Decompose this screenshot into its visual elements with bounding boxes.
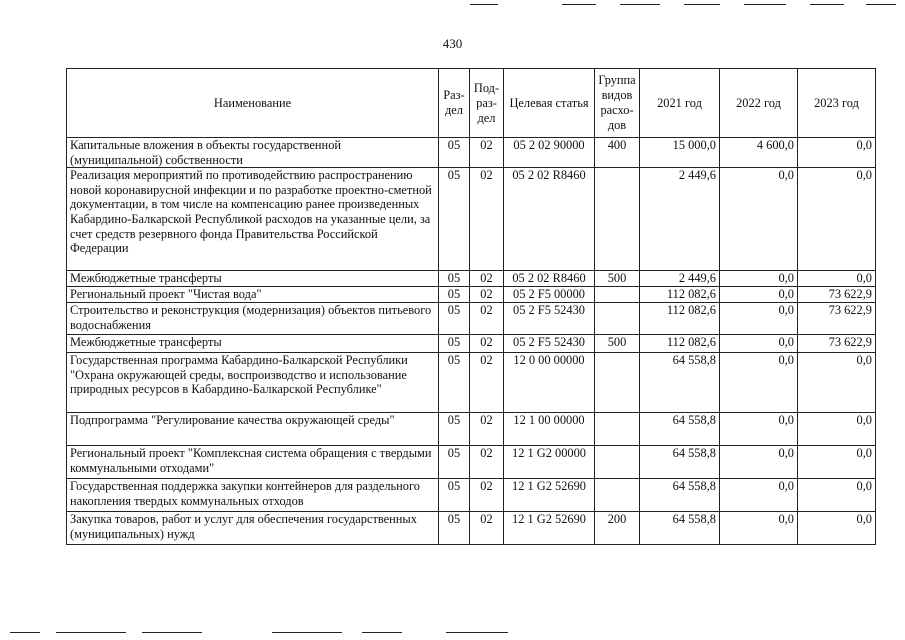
row-value-2022: 0,0 — [720, 168, 798, 271]
row-podrazdel: 02 — [470, 512, 504, 545]
scan-line-top-4 — [684, 4, 720, 5]
row-podrazdel: 02 — [470, 138, 504, 168]
row-target: 05 2 02 90000 — [504, 138, 595, 168]
row-podrazdel: 02 — [470, 303, 504, 335]
scan-line-top-7 — [866, 4, 896, 5]
row-group: 200 — [595, 512, 640, 545]
row-target: 12 0 00 00000 — [504, 353, 595, 413]
budget-table — [66, 68, 876, 545]
row-value-2021: 64 558,8 — [640, 479, 720, 512]
row-value-2023: 73 622,9 — [798, 335, 876, 353]
scan-line-bottom-3 — [142, 632, 202, 633]
row-value-2023: 0,0 — [798, 138, 876, 168]
row-group: 500 — [595, 335, 640, 353]
row-podrazdel: 02 — [470, 446, 504, 479]
row-razdel: 05 — [439, 138, 470, 168]
row-value-2023: 0,0 — [798, 446, 876, 479]
scan-line-top-5 — [744, 4, 786, 5]
row-name: Межбюджетные трансферты — [67, 335, 439, 353]
row-podrazdel: 02 — [470, 413, 504, 446]
table-row — [67, 353, 876, 413]
row-value-2022: 4 600,0 — [720, 138, 798, 168]
row-podrazdel: 02 — [470, 271, 504, 287]
row-group — [595, 479, 640, 512]
table-header-row — [67, 69, 876, 138]
row-value-2021: 64 558,8 — [640, 512, 720, 545]
scan-line-top-6 — [810, 4, 844, 5]
row-podrazdel: 02 — [470, 335, 504, 353]
row-value-2022: 0,0 — [720, 446, 798, 479]
row-value-2023: 0,0 — [798, 271, 876, 287]
table-row — [67, 446, 876, 479]
row-name: Капитальные вложения в объекты государственной (муниципальной) собственности — [67, 138, 439, 168]
row-razdel: 05 — [439, 168, 470, 271]
row-name: Региональный проект "Чистая вода" — [67, 287, 439, 303]
row-group — [595, 303, 640, 335]
row-value-2023: 0,0 — [798, 413, 876, 446]
table-row — [67, 168, 876, 271]
row-value-2022: 0,0 — [720, 287, 798, 303]
header-podrazdel: Под-раз-дел — [470, 69, 504, 138]
row-value-2021: 64 558,8 — [640, 353, 720, 413]
header-group: Группа видов расхо-дов — [595, 69, 640, 138]
header-2022: 2022 год — [720, 69, 798, 138]
page-number: 430 — [442, 36, 463, 51]
row-podrazdel: 02 — [470, 287, 504, 303]
row-target: 12 1 00 00000 — [504, 413, 595, 446]
row-razdel: 05 — [439, 271, 470, 287]
scan-line-bottom-6 — [446, 632, 508, 633]
row-value-2023: 0,0 — [798, 479, 876, 512]
row-name: Строительство и реконструкция (модернизация) объектов питьевого водоснабжения — [67, 303, 439, 335]
row-group — [595, 353, 640, 413]
row-name: Региональный проект "Комплексная система обращения с твердыми коммунальными отходами" — [67, 446, 439, 479]
row-value-2023: 0,0 — [798, 512, 876, 545]
row-value-2021: 15 000,0 — [640, 138, 720, 168]
row-value-2021: 112 082,6 — [640, 287, 720, 303]
row-name: Государственная программа Кабардино-Балкарской Республики "Охрана окружающей среды, воспроизводство и использование природных ресурсов в Кабардино-Балкарской Республике" — [67, 353, 439, 413]
table-row — [67, 271, 876, 287]
row-group: 400 — [595, 138, 640, 168]
scan-line-top-2 — [562, 4, 596, 5]
row-target: 05 2 02 R8460 — [504, 168, 595, 271]
row-group — [595, 446, 640, 479]
row-target: 12 1 G2 52690 — [504, 512, 595, 545]
row-value-2021: 64 558,8 — [640, 413, 720, 446]
row-value-2021: 2 449,6 — [640, 168, 720, 271]
scan-line-bottom-4 — [272, 632, 342, 633]
row-name: Закупка товаров, работ и услуг для обеспечения государственных (муниципальных) нужд — [67, 512, 439, 545]
scan-line-bottom-2 — [56, 632, 126, 633]
header-2023: 2023 год — [798, 69, 876, 138]
row-razdel: 05 — [439, 512, 470, 545]
row-value-2022: 0,0 — [720, 479, 798, 512]
row-target: 05 2 02 R8460 — [504, 271, 595, 287]
scan-line-bottom-5 — [362, 632, 402, 633]
table-row — [67, 303, 876, 335]
header-razdel: Раз-дел — [439, 69, 470, 138]
row-razdel: 05 — [439, 303, 470, 335]
row-name: Межбюджетные трансферты — [67, 271, 439, 287]
table-row — [67, 138, 876, 168]
row-value-2022: 0,0 — [720, 303, 798, 335]
row-target: 12 1 G2 00000 — [504, 446, 595, 479]
row-target: 12 1 G2 52690 — [504, 479, 595, 512]
row-name: Реализация мероприятий по противодействию распространению новой коронавирусной инфекции и по разработке проектно-сметной документации, в том числе на компенсацию ранее произведенных Кабардино-Балкарской Республикой расходов на указанные цели, за счет средств резервного фонда Правительства Российской Федерации — [67, 168, 439, 271]
row-group — [595, 287, 640, 303]
scan-line-bottom-1 — [10, 632, 40, 633]
row-value-2021: 112 082,6 — [640, 335, 720, 353]
scan-line-top-3 — [620, 4, 660, 5]
row-razdel: 05 — [439, 446, 470, 479]
row-podrazdel: 02 — [470, 168, 504, 271]
row-podrazdel: 02 — [470, 479, 504, 512]
table-row — [67, 335, 876, 353]
header-2021: 2021 год — [640, 69, 720, 138]
row-value-2022: 0,0 — [720, 512, 798, 545]
row-razdel: 05 — [439, 335, 470, 353]
row-target: 05 2 F5 52430 — [504, 335, 595, 353]
row-podrazdel: 02 — [470, 353, 504, 413]
header-name: Наименование — [67, 69, 439, 138]
row-group — [595, 168, 640, 271]
row-value-2022: 0,0 — [720, 271, 798, 287]
row-value-2022: 0,0 — [720, 335, 798, 353]
row-value-2023: 0,0 — [798, 168, 876, 271]
row-value-2021: 64 558,8 — [640, 446, 720, 479]
row-razdel: 05 — [439, 287, 470, 303]
table-row — [67, 479, 876, 512]
row-razdel: 05 — [439, 479, 470, 512]
row-name: Государственная поддержка закупки контейнеров для раздельного накопления твердых коммунальных отходов — [67, 479, 439, 512]
row-value-2023: 73 622,9 — [798, 303, 876, 335]
header-target: Целевая статья — [504, 69, 595, 138]
row-value-2023: 0,0 — [798, 353, 876, 413]
row-razdel: 05 — [439, 353, 470, 413]
table-row — [67, 287, 876, 303]
table-row — [67, 413, 876, 446]
scan-line-top-1 — [470, 4, 498, 5]
row-name: Подпрограмма "Регулирование качества окружающей среды" — [67, 413, 439, 446]
row-group: 500 — [595, 271, 640, 287]
row-value-2022: 0,0 — [720, 353, 798, 413]
row-target: 05 2 F5 52430 — [504, 303, 595, 335]
row-target: 05 2 F5 00000 — [504, 287, 595, 303]
row-razdel: 05 — [439, 413, 470, 446]
row-value-2022: 0,0 — [720, 413, 798, 446]
table-row — [67, 512, 876, 545]
row-value-2021: 112 082,6 — [640, 303, 720, 335]
row-group — [595, 413, 640, 446]
row-value-2021: 2 449,6 — [640, 271, 720, 287]
row-value-2023: 73 622,9 — [798, 287, 876, 303]
